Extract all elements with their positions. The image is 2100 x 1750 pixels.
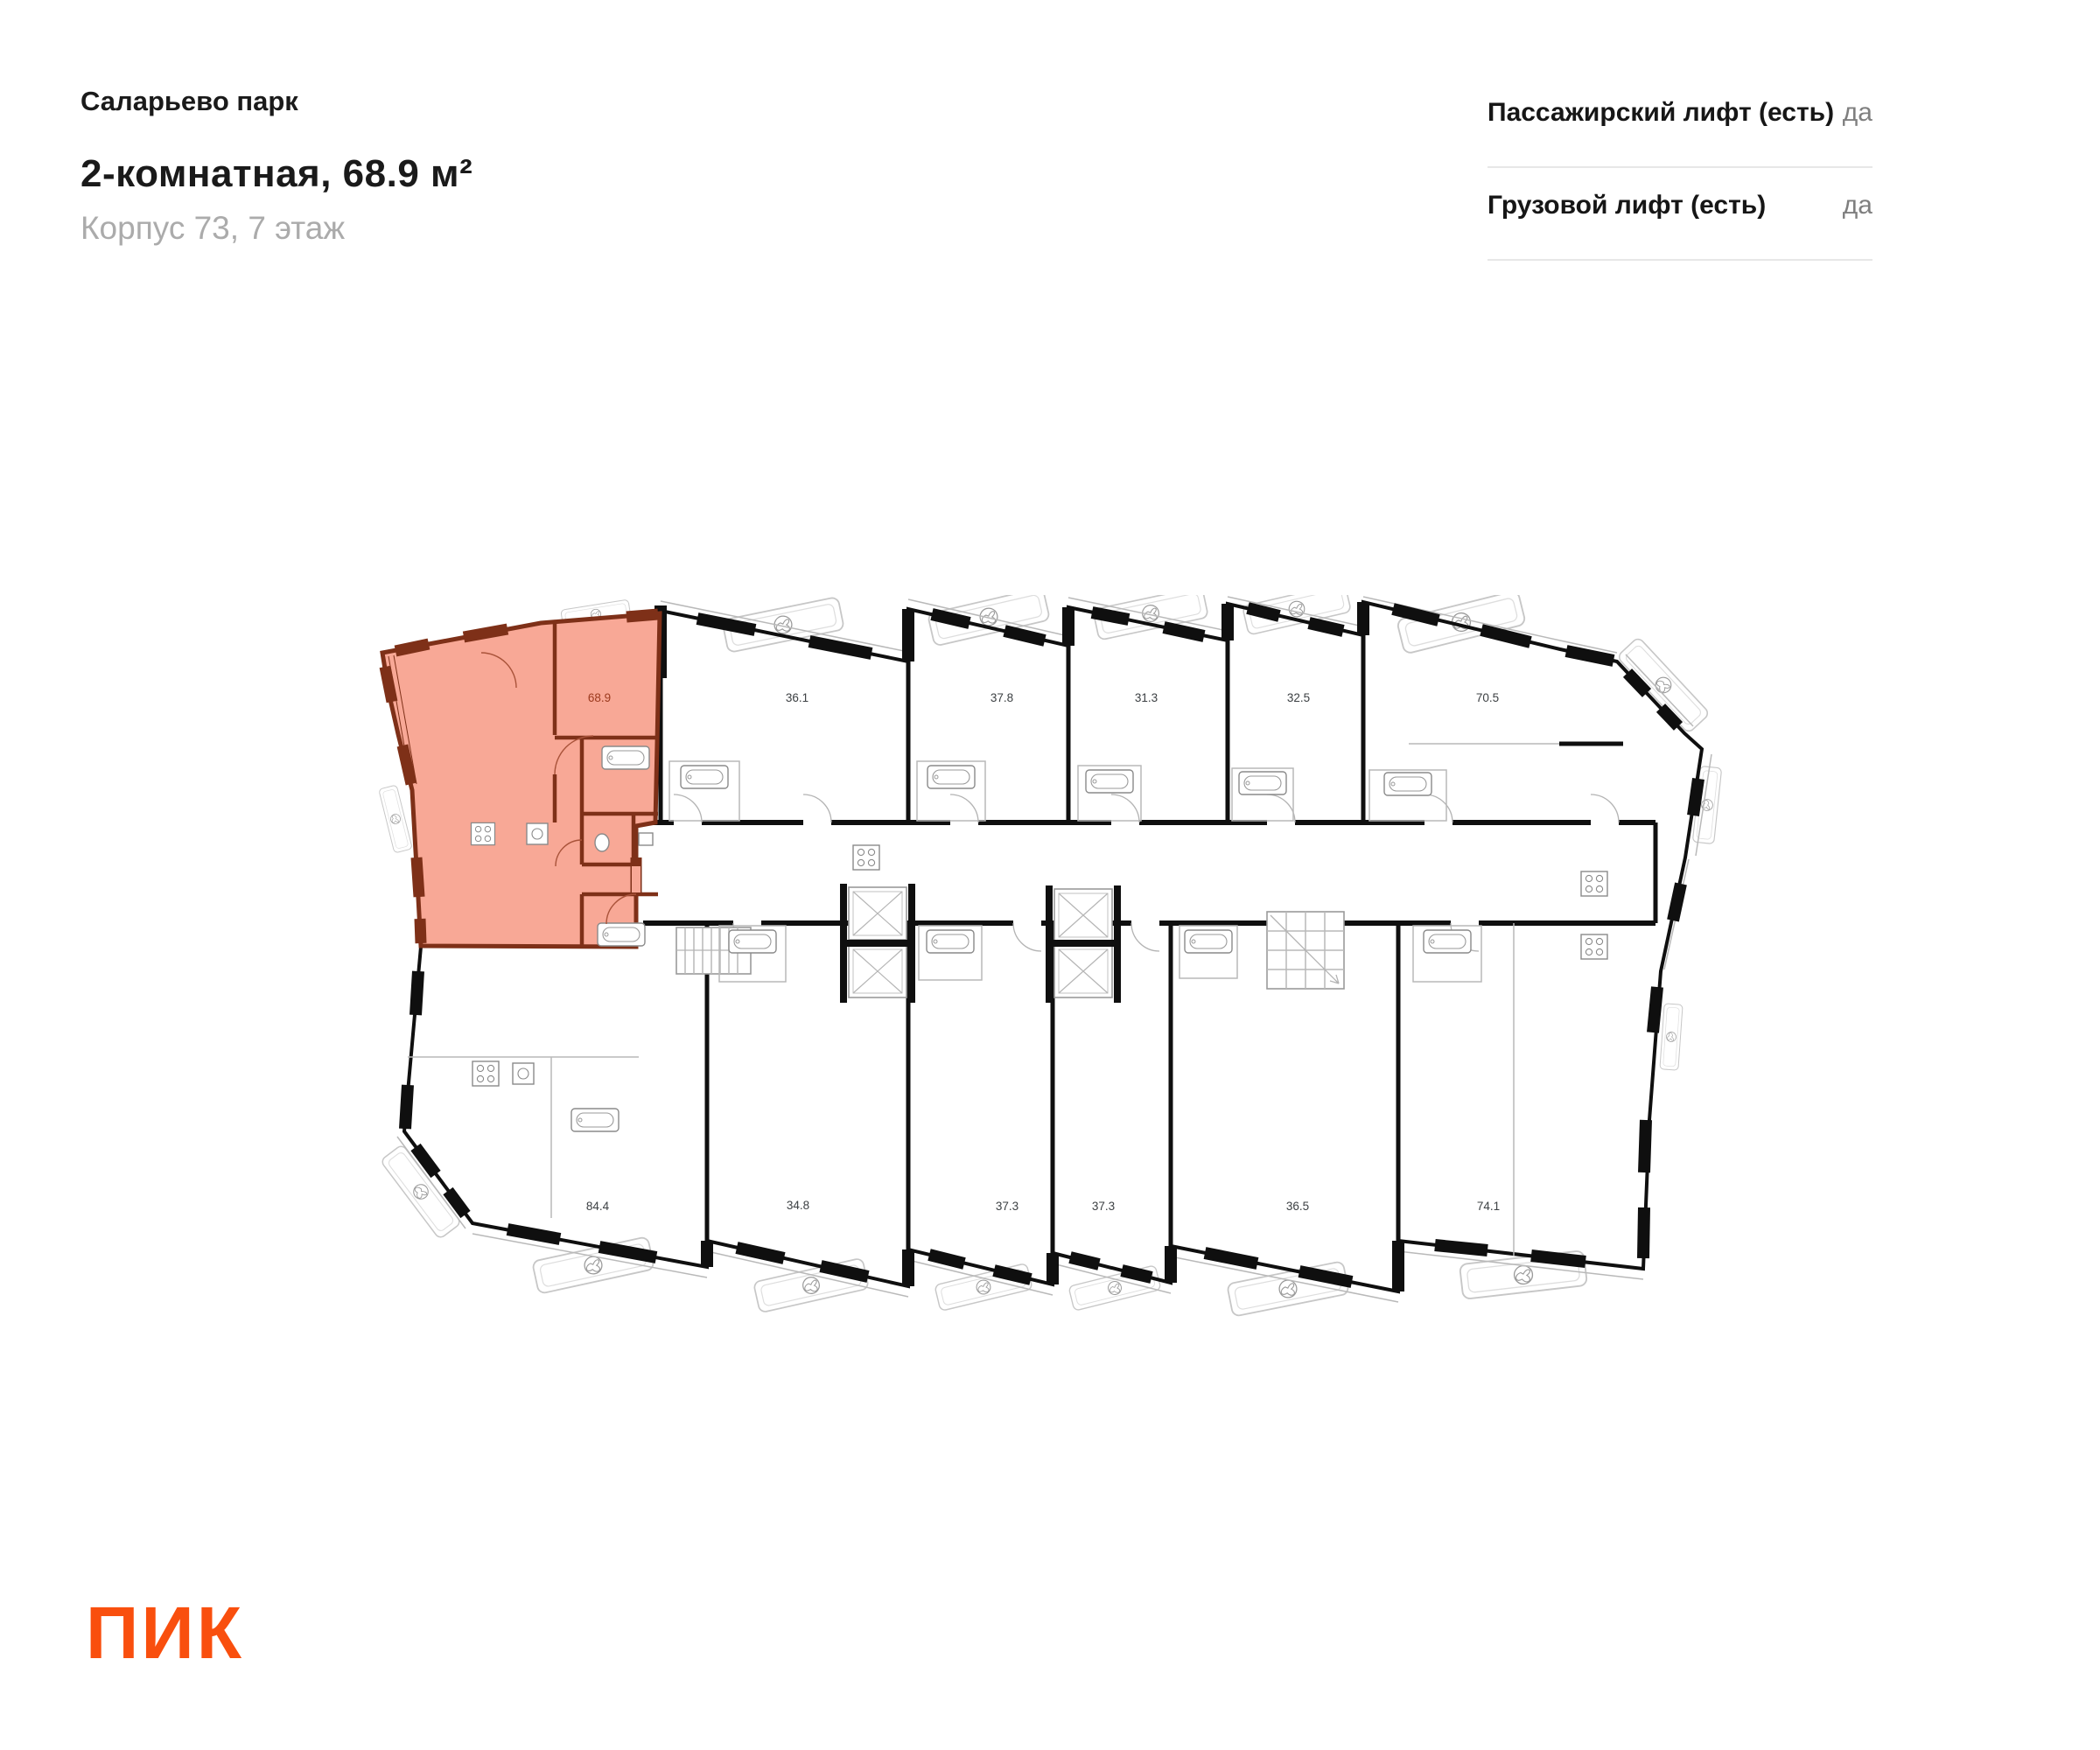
balcony-fan-icon [379, 785, 413, 853]
area-label: 70.5 [1475, 691, 1500, 704]
highlighted-apartment[interactable] [382, 613, 660, 947]
area-label: 36.1 [785, 691, 809, 704]
stairwell [1267, 912, 1344, 989]
stove-icon [472, 822, 495, 844]
area-label: 37.8 [990, 691, 1014, 704]
page-title: 2-комнатная, 68.9 м² [80, 152, 473, 195]
area-label: 37.3 [1091, 1200, 1116, 1213]
area-label: 31.3 [1134, 691, 1158, 704]
lift-label: Пассажирский лифт (есть) [1488, 98, 1835, 127]
sink-icon [513, 1063, 534, 1084]
elevator-shaft-icon [849, 887, 906, 940]
stove-icon [853, 845, 879, 870]
lift-row-passenger [1488, 75, 1872, 168]
project-name: Саларьево парк [80, 86, 298, 116]
lift-value: да [1842, 98, 1872, 127]
apartment-footprint [382, 613, 660, 947]
area-label: 74.1 [1476, 1200, 1501, 1213]
lift-info-table [1488, 75, 1872, 261]
sink-icon [639, 833, 653, 845]
lift-value: да [1842, 191, 1872, 220]
bathtub-icon [598, 923, 645, 946]
area-label: 32.5 [1286, 691, 1311, 704]
elevator-shaft-icon [1054, 945, 1112, 998]
area-label: 84.4 [585, 1200, 610, 1213]
balcony-fan-icon [1660, 1004, 1683, 1070]
stove-icon [472, 1061, 499, 1086]
sink-icon [527, 823, 548, 844]
header [80, 88, 472, 244]
area-label: 36.5 [1285, 1200, 1310, 1213]
area-label-highlighted: 68.9 [587, 691, 612, 704]
bathtub-icon [602, 746, 649, 769]
stove-icon [1581, 872, 1607, 896]
stove-icon [1581, 934, 1607, 959]
area-label: 34.8 [786, 1199, 810, 1212]
elevator-shaft-icon [849, 945, 906, 998]
toilet-icon [595, 834, 609, 851]
floor-plan [376, 595, 1776, 1348]
lift-row-cargo [1488, 168, 1872, 261]
pik-logo[interactable]: ПИК [86, 1592, 245, 1674]
area-label: 37.3 [995, 1200, 1019, 1213]
lift-label: Грузовой лифт (есть) [1488, 191, 1767, 220]
elevator-shaft-icon [1054, 889, 1112, 942]
page-subtitle: Корпус 73, 7 этаж [80, 210, 346, 246]
